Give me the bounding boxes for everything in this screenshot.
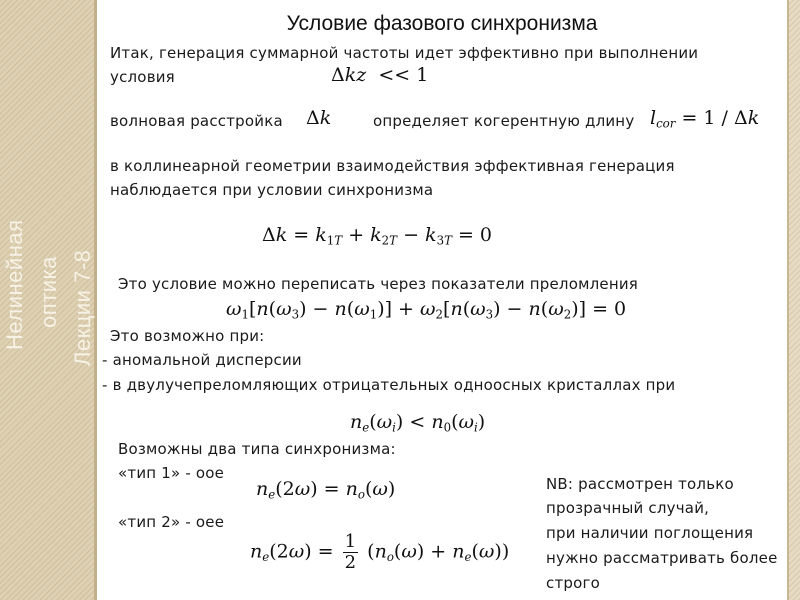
right-frame	[787, 0, 800, 600]
formula-dk: Δk	[306, 107, 332, 129]
nb-line5: строго	[546, 574, 600, 592]
fraction-one-half: $\frac{1}{2}$	[344, 531, 357, 573]
slide-title: Условие фазового синхронизма	[286, 12, 598, 35]
sync-types-heading: Возможны два типа синхронизма:	[118, 440, 396, 458]
detuning-label: волновая расстройка	[110, 112, 283, 130]
sidebar-title-line1: Нелинейная	[2, 219, 27, 350]
nb-line1: NB: рассмотрен только	[546, 475, 734, 493]
formula-lcor: $l_{cor} = 1 / \Delta k$	[650, 107, 760, 131]
nb-line3: при наличии поглощения	[546, 524, 754, 542]
list-item-birefringent-crystals: - в двулучепреломляющих отрицательных одноосных кристаллах при	[102, 376, 676, 394]
sidebar	[0, 0, 97, 600]
formula-type2: $n_e(2\omega)$ = $\frac{1}{2}$ $(n_o(\omega) + n_e(\omega))$	[250, 531, 510, 573]
nb-line4: нужно рассматривать более	[546, 549, 778, 567]
collinear-line2: наблюдается при условии синхронизма	[110, 181, 434, 199]
formula-dkz-condition: Δkz << 1	[331, 64, 429, 86]
coherence-length-label: определяет когерентную длину	[373, 112, 635, 130]
nb-line2: прозрачный случай,	[546, 499, 710, 517]
collinear-line1: в коллинеарной геометрии взаимодействия эффективная генерация	[110, 157, 675, 175]
formula-type1: $n_e(2\omega) = n_o(\omega)$	[256, 478, 396, 502]
type2-label: «тип 2» - oee	[118, 513, 225, 531]
type1-label: «тип 1» - ooe	[118, 464, 225, 482]
refractive-index-intro: Это условие можно переписать через показатели преломления	[118, 275, 639, 293]
list-item-anomalous-dispersion: - аномальной дисперсии	[102, 351, 302, 369]
possible-when-label: Это возможно при:	[110, 327, 265, 345]
sidebar-lectures: Лекции 7-8	[70, 249, 95, 366]
intro-line1: Итак, генерация суммарной частоты идет эффективно при выполнении	[110, 44, 699, 62]
intro-line2: условия	[110, 68, 175, 86]
formula-refractive-index-condition: $\omega_1[n(\omega_3) - n(\omega_1)] + \omega_2[n(\omega_3) - n(\omega_2)] = 0$	[226, 298, 627, 322]
formula-phase-matching: $\Delta k = k_{1T} + k_{2T} - k_{3T} = 0$	[262, 224, 493, 248]
sidebar-title-line2: оптика	[36, 256, 61, 328]
formula-ne-less-no: $n_e(\omega_i) < n_0(\omega_i)$	[350, 411, 486, 435]
